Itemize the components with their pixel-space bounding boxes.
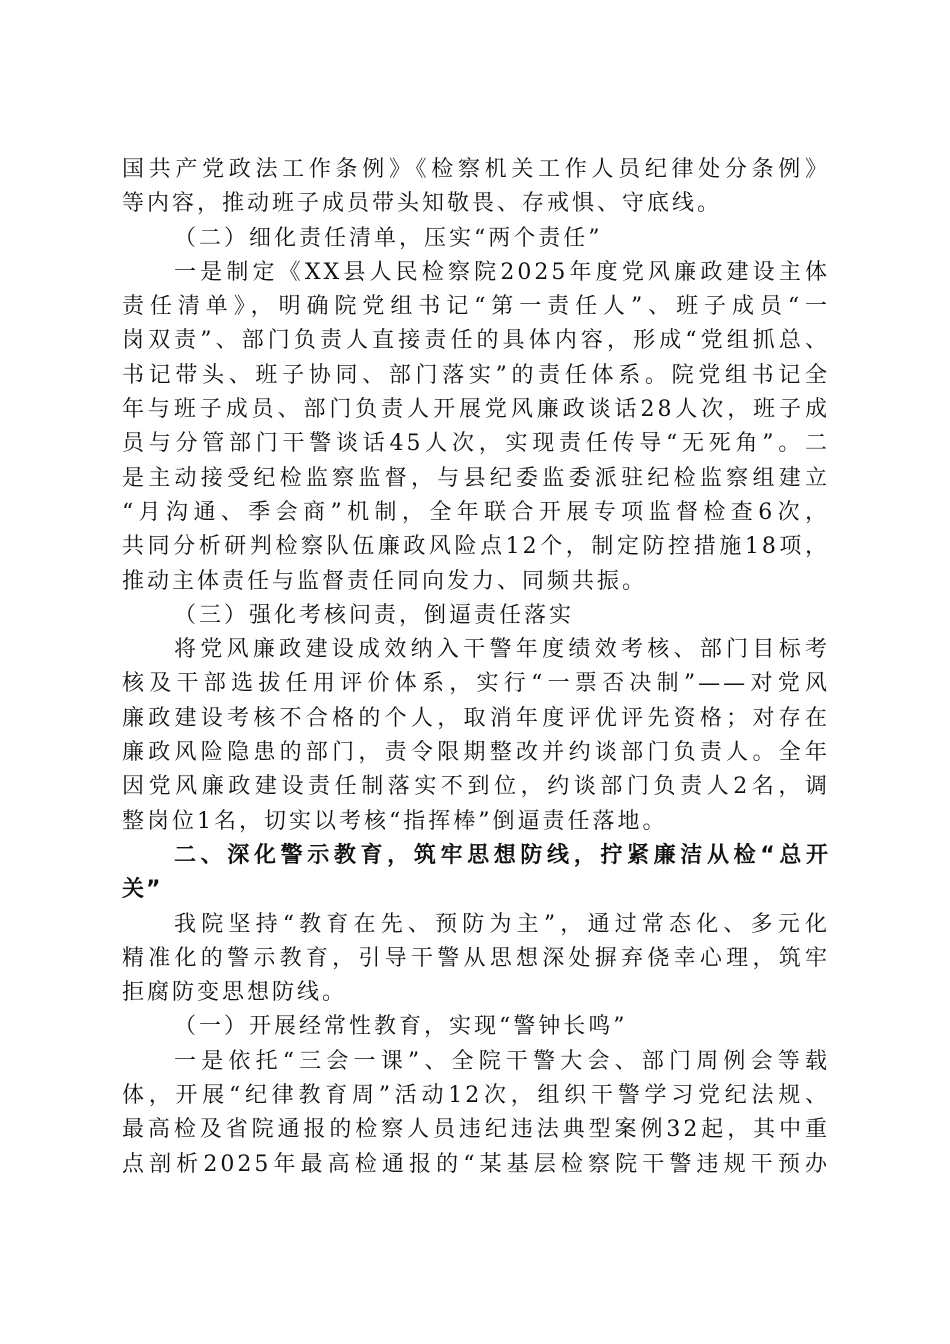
- body-text-line: 拒腐防变思想防线。: [122, 980, 348, 1006]
- body-text-line: 年与班子成员、部门负责人开展党风廉政谈话28人次，班子成: [122, 397, 830, 423]
- section-heading: 二、深化警示教育，筑牢思想防线，拧紧廉洁从检“总开: [174, 842, 830, 868]
- body-text-line: 最高检及省院通报的检察人员违纪违法典型案例32起，其中重: [122, 1117, 830, 1143]
- body-text-line: 整岗位1名，切实以考核“指挥棒”倒逼责任落地。: [122, 808, 668, 834]
- body-text-line: “月沟通、季会商”机制，全年联合开展专项监督检查6次，: [122, 499, 830, 525]
- document-page: [122, 153, 830, 1182]
- body-text-line: 一是制定《XX县人民检察院2025年度党风廉政建设主体: [174, 259, 830, 285]
- body-text-line: 廉政风险隐患的部门，责令限期整改并约谈部门负责人。全年: [122, 740, 830, 766]
- body-text-line: 因党风廉政建设责任制落实不到位，约谈部门负责人2名，调: [122, 774, 830, 800]
- body-text-line: 员与分管部门干警谈话45人次，实现责任传导“无死角”。二: [122, 431, 830, 457]
- body-text-line: 廉政建设考核不合格的个人，取消年度评优评先资格；对存在: [122, 705, 830, 731]
- body-text-line: 一是依托“三会一课”、全院干警大会、部门周例会等载: [174, 1048, 830, 1074]
- body-text-line: 我院坚持“教育在先、预防为主”，通过常态化、多元化: [174, 911, 830, 937]
- body-text-line: 岗双责”、部门负责人直接责任的具体内容，形成“党组抓总、: [122, 328, 830, 354]
- section-subheading: （二）细化责任清单，压实“两个责任”: [174, 225, 603, 251]
- body-text-line: 书记带头、班子协同、部门落实”的责任体系。院党组书记全: [122, 362, 830, 388]
- section-subheading: （三）强化考核问责，倒逼责任落实: [174, 602, 575, 628]
- body-text-line: 国共产党政法工作条例》《检察机关工作人员纪律处分条例》: [122, 157, 830, 182]
- body-text-line: 核及干部选拔任用评价体系，实行“一票否决制”——对党风: [122, 671, 830, 697]
- body-text-line: 将党风廉政建设成效纳入干警年度绩效考核、部门目标考: [174, 637, 830, 663]
- body-text-line: 推动主体责任与监督责任同向发力、同频共振。: [122, 568, 648, 594]
- body-text-line: 共同分析研判检察队伍廉政风险点12个，制定防控措施18项，: [122, 534, 830, 560]
- body-text-line: 等内容，推动班子成员带头知敬畏、存戒惧、守底线。: [122, 191, 723, 217]
- body-text-line: 体，开展“纪律教育周”活动12次，组织干警学习党纪法规、: [122, 1083, 830, 1109]
- body-text-line: 是主动接受纪检监察监督，与县纪委监委派驻纪检监察组建立: [122, 465, 830, 491]
- body-text-line: 精准化的警示教育，引导干警从思想深处摒弃侥幸心理，筑牢: [122, 945, 830, 971]
- body-text-line: 点剖析2025年最高检通报的“某基层检察院干警违规干预办: [122, 1151, 830, 1177]
- section-heading: 关”: [122, 877, 163, 903]
- body-text-line: 责任清单》，明确院党组书记“第一责任人”、班子成员“一: [122, 294, 830, 320]
- section-subheading: （一）开展经常性教育，实现“警钟长鸣”: [174, 1014, 628, 1040]
